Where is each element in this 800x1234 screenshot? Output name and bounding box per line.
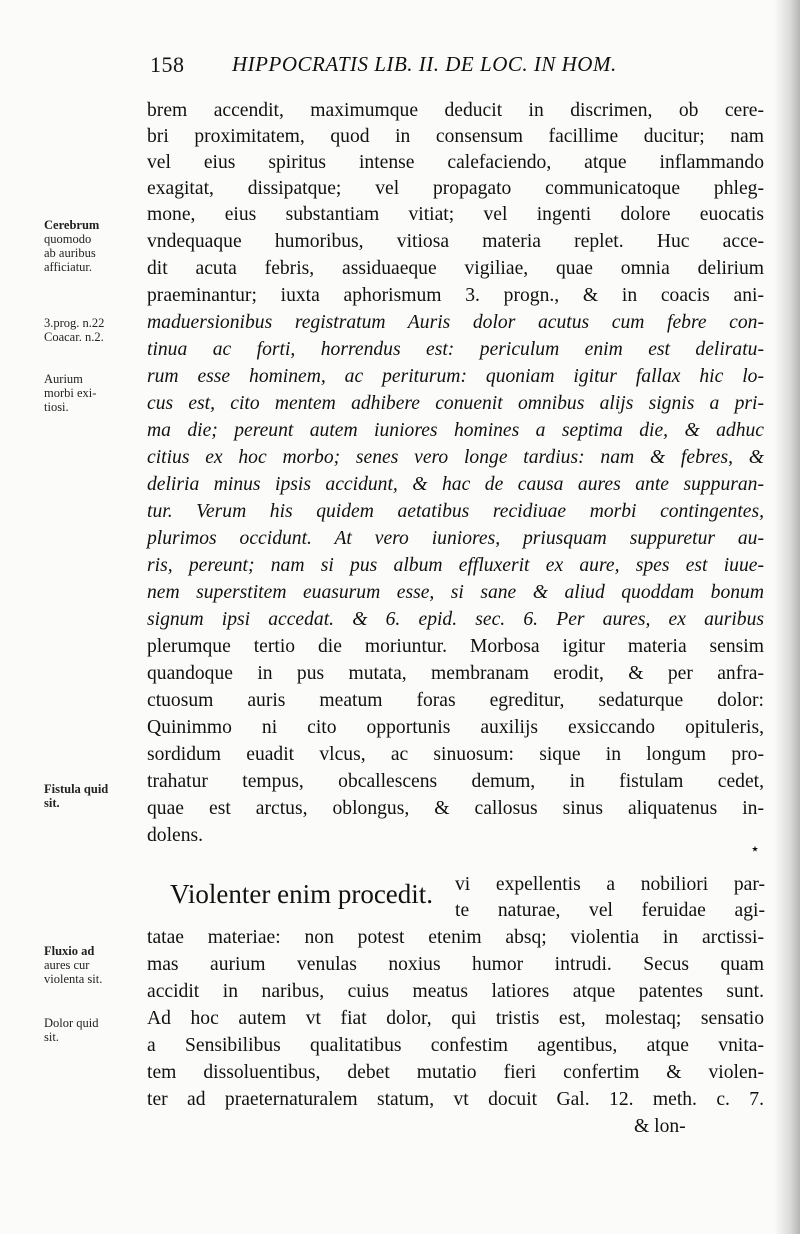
body-line: vndequaque humoribus, vitiosa materia replet. Huc acce-: [147, 231, 764, 252]
margin-note-prog: [44, 316, 136, 344]
margin-note-line: aures cur: [44, 958, 90, 972]
body-line: dolens.: [147, 825, 204, 846]
body-line: quae est arctus, oblongus, & callosus sinus aliquatenus in-: [147, 798, 764, 819]
margin-note-cerebrum: [44, 218, 136, 274]
body-line: plerumque tertio die moriuntur. Morbosa igitur materia sensim: [147, 636, 764, 657]
body-line: tatae materiae: non potest etenim absq; violentia in arctissi-: [147, 927, 764, 948]
margin-note-line: morbi exi-: [44, 386, 97, 400]
margin-note-line: Fluxio ad: [44, 944, 95, 958]
body-line: a Sensibilibus qualitatibus confestim agentibus, atque vnita-: [147, 1035, 764, 1056]
body-line: Ad hoc autem vt fiat dolor, qui tristis est, molestaq; sensatio: [147, 1008, 764, 1029]
page-number: 158: [150, 52, 185, 77]
body-line: ma die; pereunt autem iuniores homines a septima die, & adhuc: [147, 420, 764, 441]
margin-note-line: 3.prog. n.22: [44, 316, 105, 330]
margin-note-line: Cerebrum: [44, 218, 100, 232]
margin-note-line: violenta sit.: [44, 972, 103, 986]
body-line: vel eius spiritus intense calefaciendo, atque inflammando: [147, 152, 764, 173]
body-line: rum esse hominem, ac periturum: quoniam igitur fallax hic lo-: [147, 366, 764, 387]
body-line: mas aurium venulas noxius humor intrudi. Secus quam: [147, 954, 764, 975]
body-line: citius ex hoc morbo; senes vero longe tardius: nam & febres, &: [147, 447, 764, 468]
body-line: mone, eius substantiam vitiat; vel ingenti dolore euocatis: [147, 204, 764, 225]
margin-note-fluxio: [44, 944, 136, 986]
margin-note-line: Coacar. n.2.: [44, 330, 104, 344]
lemma-heading: Violenter enim procedit.: [170, 879, 434, 909]
margin-note-line: afficiatur.: [44, 260, 93, 274]
body-line: bri proximitatem, quod in consensum facillime ducitur; nam: [147, 126, 764, 147]
body-line: sordidum euadit vlcus, ac sinuosum: sique in longum pro-: [147, 744, 764, 765]
body-line: deliria minus ipsis accidunt, & hac de causa aures ante suppuran-: [147, 474, 764, 495]
running-title: HIPPOCRATIS LIB. II. DE LOC. IN HOM.: [232, 52, 617, 76]
margin-note-line: Dolor quid: [44, 1016, 99, 1030]
body-line: praeminantur; iuxta aphorismum 3. progn., & in coacis ani-: [147, 285, 764, 306]
body-line: brem accendit, maximumque deducit in discrimen, ob cere-: [147, 100, 764, 121]
lemma-continuation-line: vi expellentis a nobiliori par-: [455, 874, 765, 895]
body-line: ris, pereunt; nam si pus album effluxerit ex aure, spes est iuue-: [147, 555, 764, 576]
lemma-continuation-line: te naturae, vel feruidae agi-: [455, 900, 765, 921]
margin-note-line: tiosi.: [44, 400, 69, 414]
margin-note-aurium: [44, 372, 136, 414]
catchword: & lon-: [634, 1116, 686, 1137]
running-header: [150, 52, 670, 82]
body-line: dit acuta febris, assiduaeque vigiliae, quae omnia delirium: [147, 258, 764, 279]
body-line: maduersionibus registratum Auris dolor acutus cum febre con-: [147, 312, 764, 333]
body-line: plurimos occidunt. At vero iuniores, priusquam suppuretur au-: [147, 528, 764, 549]
body-line: ter ad praeternaturalem statum, vt docuit Gal. 12. meth. c. 7.: [147, 1089, 764, 1110]
body-line: signum ipsi accedat. & 6. epid. sec. 6. Per aures, ex auribus: [147, 609, 764, 630]
body-line: nem superstitem euasurum esse, si sane & aliud quoddam bonum: [147, 582, 764, 603]
margin-note-line: ab auribus: [44, 246, 96, 260]
margin-note-line: sit.: [44, 796, 60, 810]
body-line: accidit in naribus, cuius meatus latiores atque patentes sunt.: [147, 981, 764, 1002]
margin-note-line: sit.: [44, 1030, 59, 1044]
body-line: Quinimmo ni cito opportunis auxilijs exsiccando opituleris,: [147, 717, 764, 738]
margin-note-dolor: [44, 1016, 136, 1044]
body-line: quandoque in pus mutata, membranam erodit, & per anfra-: [147, 663, 764, 684]
body-line: ctuosum auris meatum foras egreditur, sedaturque dolor:: [147, 690, 764, 711]
body-line: tur. Verum his quidem aetatibus recidiuae morbi contingentes,: [147, 501, 764, 522]
body-line: cus est, cito mentem adhibere conuenit omnibus alijs signis a pri-: [147, 393, 764, 414]
page-edge-shadow: [774, 0, 800, 1234]
margin-note-line: quomodo: [44, 232, 92, 246]
margin-note-line: Fistula quid: [44, 782, 109, 796]
margin-note-line: Aurium: [44, 372, 83, 386]
margin-note-fistula: [44, 782, 136, 810]
paragraph-end-mark: ⋆: [750, 841, 761, 858]
body-line: tinua ac forti, horrendus est: periculum enim est deliratu-: [147, 339, 764, 360]
body-line: exagitat, dissipatque; vel propagato communicatoque phleg-: [147, 178, 764, 199]
body-line: tem dissoluentibus, debet mutatio fieri confertim & violen-: [147, 1062, 764, 1083]
body-line: trahatur tempus, obcallescens demum, in fistulam cedet,: [147, 771, 764, 792]
